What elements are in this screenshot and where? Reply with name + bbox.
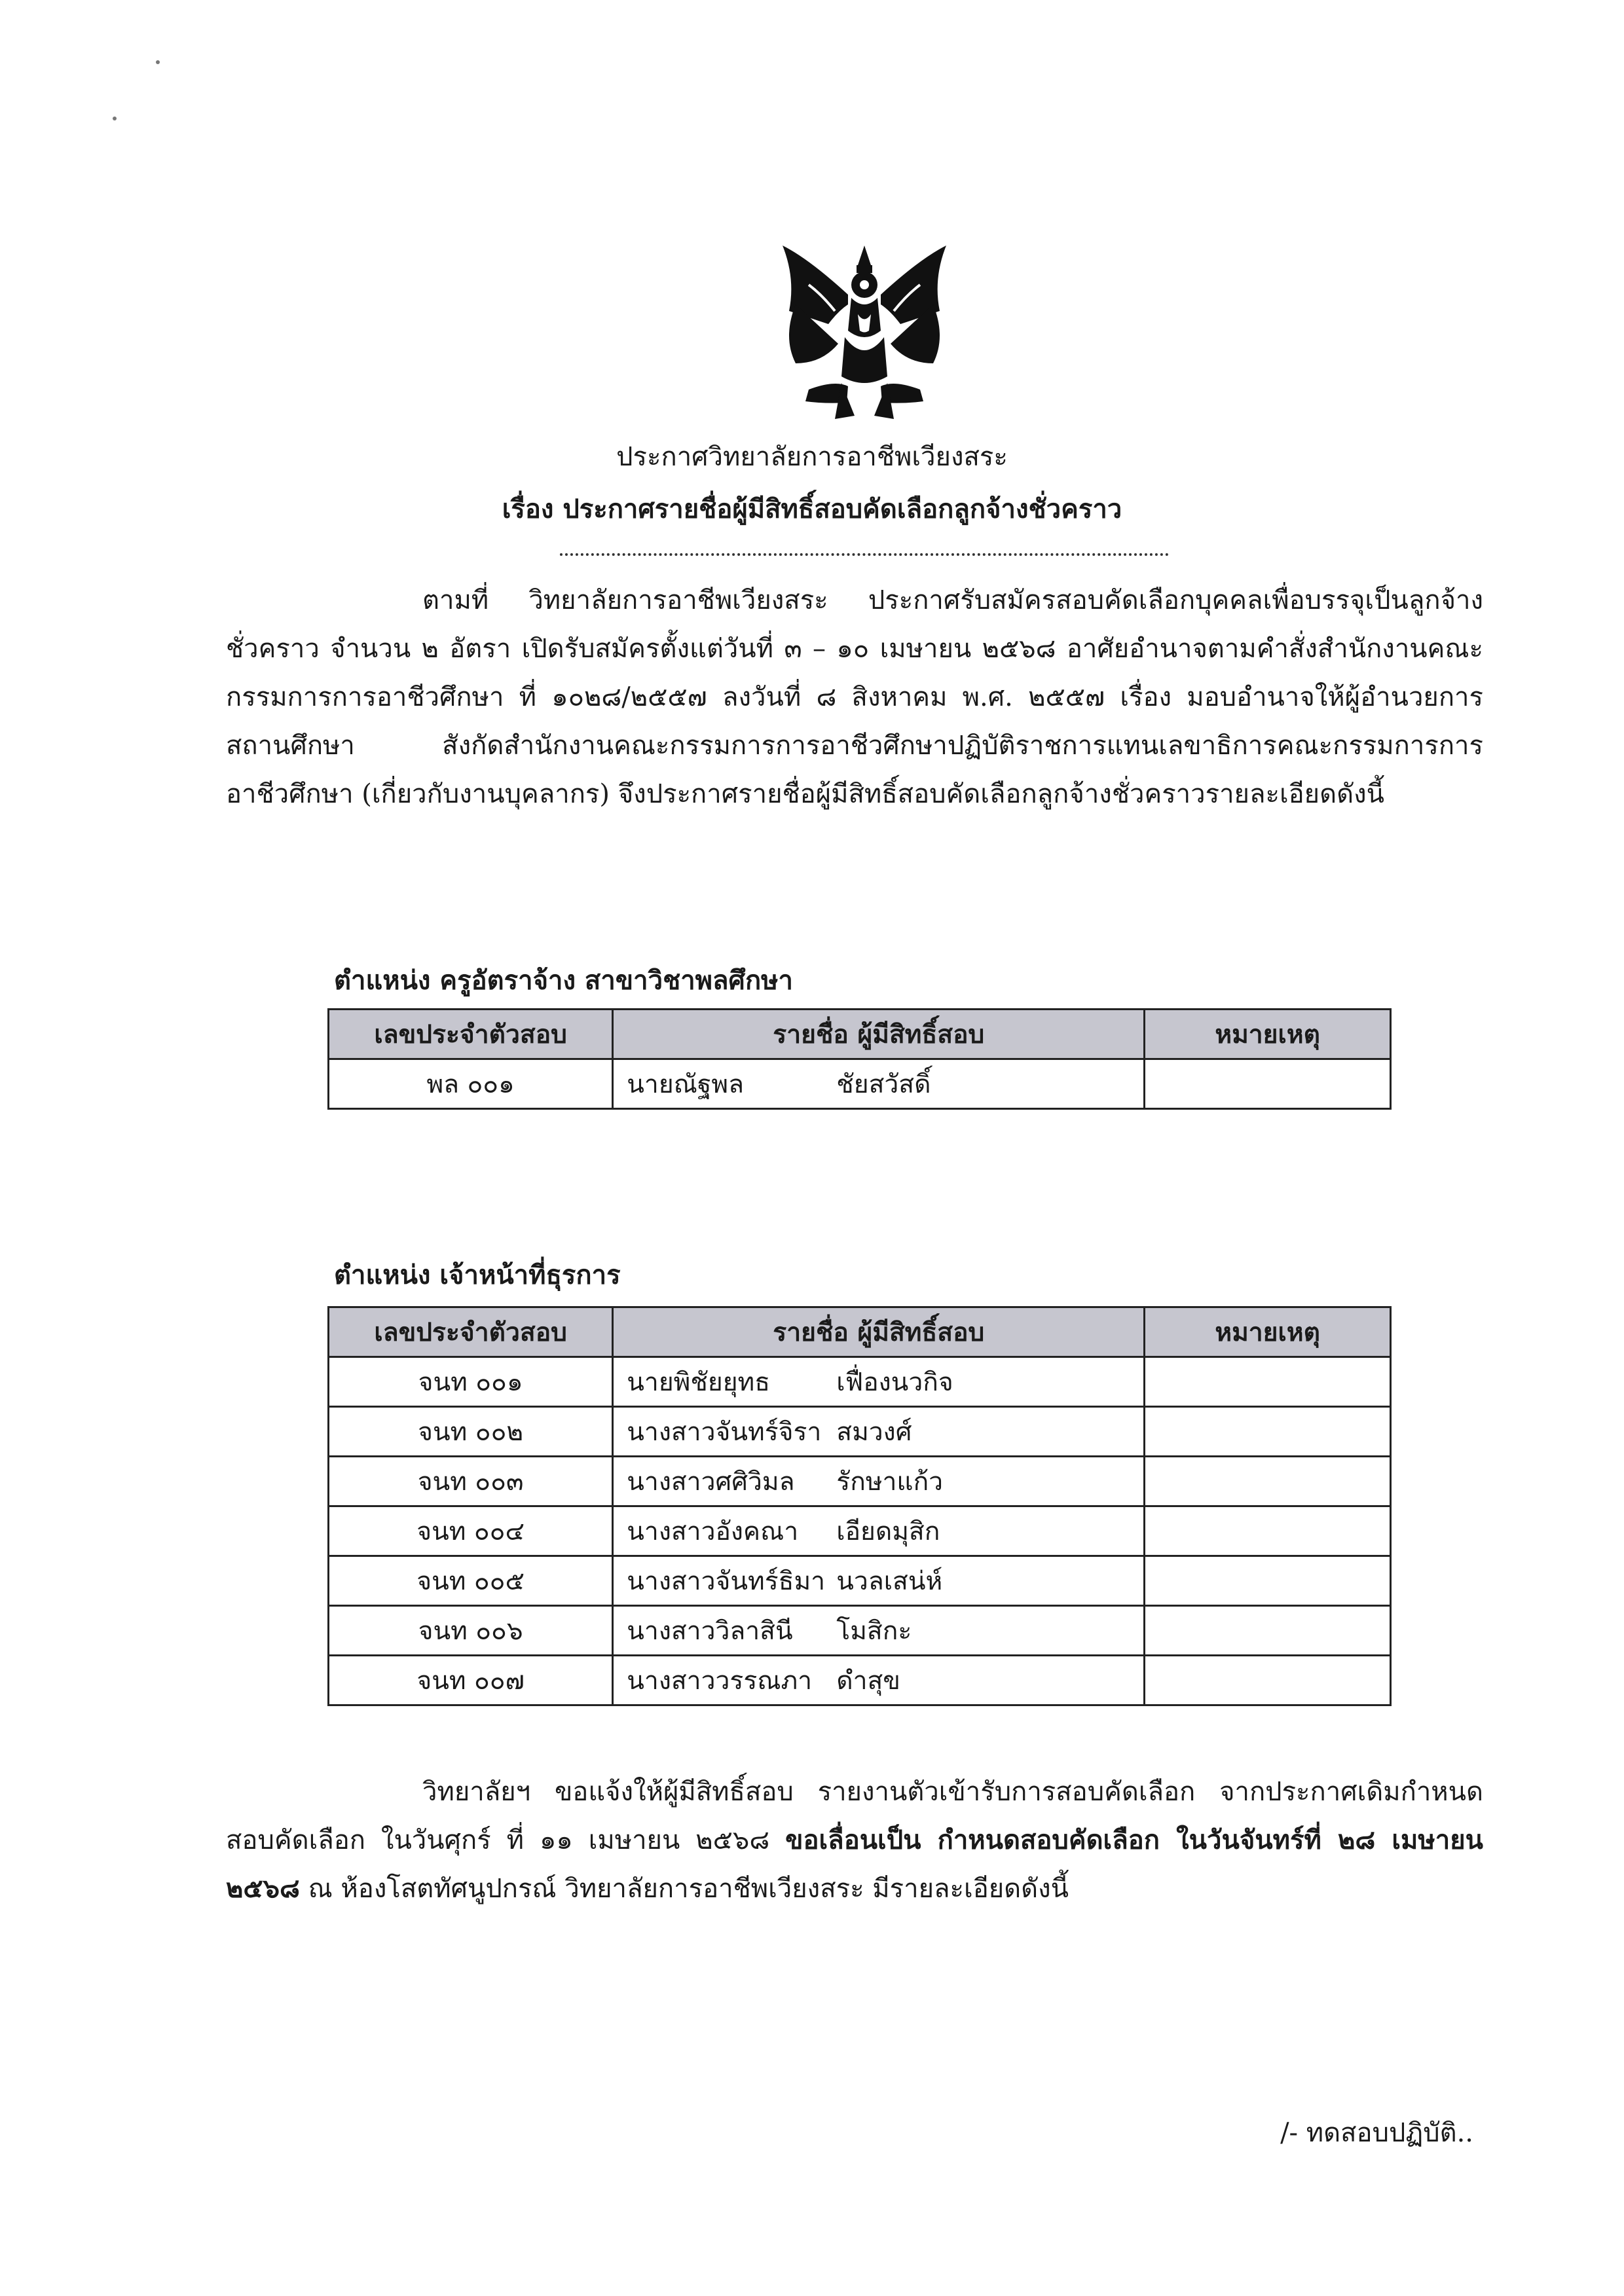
candidate-first-name: นางสาววรรณภา [627, 1666, 813, 1696]
table-body [329, 1357, 1391, 1705]
exam-id: จนท ๐๐๑ [329, 1357, 613, 1407]
intro-paragraph [226, 576, 1483, 818]
table-body [329, 1059, 1391, 1109]
candidate-name [613, 1556, 1145, 1606]
candidate-table-clerk [327, 1306, 1392, 1706]
column-header-id: เลขประจำตัวสอบ [329, 1307, 613, 1357]
candidate-last-name: นวลเสน่ห์ [836, 1566, 943, 1596]
column-header-name: รายชื่อ ผู้มีสิทธิ์สอบ [613, 1010, 1145, 1059]
position-title-clerk: ตำแหน่ง เจ้าหน้าที่ธุรการ [334, 1260, 621, 1290]
scan-speck [113, 117, 117, 120]
candidate-name [613, 1357, 1145, 1407]
garuda-emblem-icon [769, 232, 959, 429]
closing-text: วิทยาลัยฯ ขอแจ้งให้ผู้มีสิทธิ์สอบ รายงานตัวเข้ารับการสอบคัดเลือก จากประกาศเดิมกำหนดสอบคัดเลือก ในวันศุกร์ ที่ ๑๑ เมษายน ๒๕๖๘ [226, 1777, 1483, 1855]
exam-id: พล ๐๐๑ [329, 1059, 613, 1109]
continuation-note: /- ทดสอบปฏิบัติ.. [1280, 2118, 1473, 2148]
candidate-name [613, 1457, 1145, 1506]
candidate-first-name: นางสาวจันทร์ธิมา [627, 1566, 826, 1596]
exam-id: จนท ๐๐๕ [329, 1556, 613, 1606]
column-header-id: เลขประจำตัวสอบ [329, 1010, 613, 1059]
candidate-first-name: นายณัฐพล [627, 1069, 744, 1099]
exam-id: จนท ๐๐๖ [329, 1606, 613, 1656]
remark [1145, 1407, 1391, 1457]
candidate-first-name: นางสาวอังคณา [627, 1516, 799, 1546]
candidate-name [613, 1506, 1145, 1556]
column-header-note: หมายเหตุ [1145, 1010, 1391, 1059]
announcement-subject: เรื่อง ประกาศรายชื่อผู้มีสิทธิ์สอบคัดเลือกลูกจ้างชั่วคราว [502, 494, 1122, 524]
candidate-last-name: เฟื่องนวกิจ [836, 1367, 953, 1397]
table-row [329, 1457, 1391, 1506]
candidate-name [613, 1606, 1145, 1656]
remark [1145, 1059, 1391, 1109]
exam-id: จนท ๐๐๓ [329, 1457, 613, 1506]
table-row [329, 1059, 1391, 1109]
table-row [329, 1556, 1391, 1606]
candidate-name [613, 1656, 1145, 1705]
table-row [329, 1407, 1391, 1457]
candidate-last-name: ดำสุข [836, 1666, 900, 1696]
remark [1145, 1606, 1391, 1656]
closing-location: ณ ห้องโสตทัศนูปกรณ์ วิทยาลัยการอาชีพเวียงสระ มีรายละเอียดดังนี้ [299, 1874, 1069, 1904]
candidate-last-name: สมวงศ์ [836, 1417, 912, 1447]
position-title-teacher: ตำแหน่ง ครูอัตราจ้าง สาขาวิชาพลศึกษา [334, 965, 793, 996]
candidate-last-name: โมสิกะ [836, 1616, 912, 1646]
closing-paragraph [226, 1768, 1483, 1913]
candidate-first-name: นายพิชัยยุทธ [627, 1367, 771, 1397]
intro-text: ตามที่ วิทยาลัยการอาชีพเวียงสระ ประกาศรับสมัครสอบคัดเลือกบุคคลเพื่อบรรจุเป็นลูกจ้างชั่วคราว จำนวน ๒ อัตรา เปิดรับสมัครตั้งแต่วันที่ ๓ – ๑๐ เมษายน ๒๕๖๘ อาศัยอำนาจตามคำสั่งสำนักงานคณะกรรมการการอาชีวศึกษา ที่ ๑๐๒๘/๒๕๕๗ ลงวันที่ ๘ สิงหาคม พ.ศ. ๒๕๕๗ เรื่อง มอบอำนาจให้ผู้อำนวยการสถานศึกษา สังกัดสำนักงานคณะกรรมการการอาชีวศึกษาปฏิบัติราชการแทนเลขาธิการคณะกรรมการการอาชีวศึกษา (เกี่ยวกับงานบุคลากร) จึงประกาศรายชื่อผู้มีสิทธิ์สอบคัดเลือกลูกจ้างชั่วคราวรายละเอียดดังนี้ [226, 585, 1483, 809]
column-header-note: หมายเหตุ [1145, 1307, 1391, 1357]
candidate-name [613, 1059, 1145, 1109]
candidate-first-name: นางสาววิลาสินี [627, 1616, 793, 1646]
exam-id: จนท ๐๐๔ [329, 1506, 613, 1556]
table-row [329, 1606, 1391, 1656]
candidate-last-name: ชัยสวัสดิ์ [836, 1069, 931, 1099]
remark [1145, 1656, 1391, 1705]
remark [1145, 1506, 1391, 1556]
table-row [329, 1656, 1391, 1705]
remark [1145, 1556, 1391, 1606]
candidate-name [613, 1407, 1145, 1457]
candidate-last-name: รักษาแก้ว [836, 1467, 944, 1497]
candidate-table-teacher [327, 1008, 1392, 1110]
exam-id: จนท ๐๐๒ [329, 1407, 613, 1457]
remark [1145, 1357, 1391, 1407]
announcement-title: ประกาศวิทยาลัยการอาชีพเวียงสระ [616, 442, 1008, 472]
scan-speck [156, 60, 160, 64]
candidate-first-name: นางสาวศศิวิมล [627, 1467, 795, 1497]
table-row [329, 1506, 1391, 1556]
title-divider [560, 553, 1169, 556]
closing-new-date: ขอเลื่อนเป็น กำหนดสอบคัดเลือก ในวันจันทร์ที่ ๒๘ เมษายน ๒๕๖๘ [226, 1825, 1484, 1904]
remark [1145, 1457, 1391, 1506]
column-header-name: รายชื่อ ผู้มีสิทธิ์สอบ [613, 1307, 1145, 1357]
table-row [329, 1357, 1391, 1407]
candidate-last-name: เอียดมุสิก [836, 1516, 940, 1546]
exam-id: จนท ๐๐๗ [329, 1656, 613, 1705]
candidate-first-name: นางสาวจันทร์จิรา [627, 1417, 822, 1447]
